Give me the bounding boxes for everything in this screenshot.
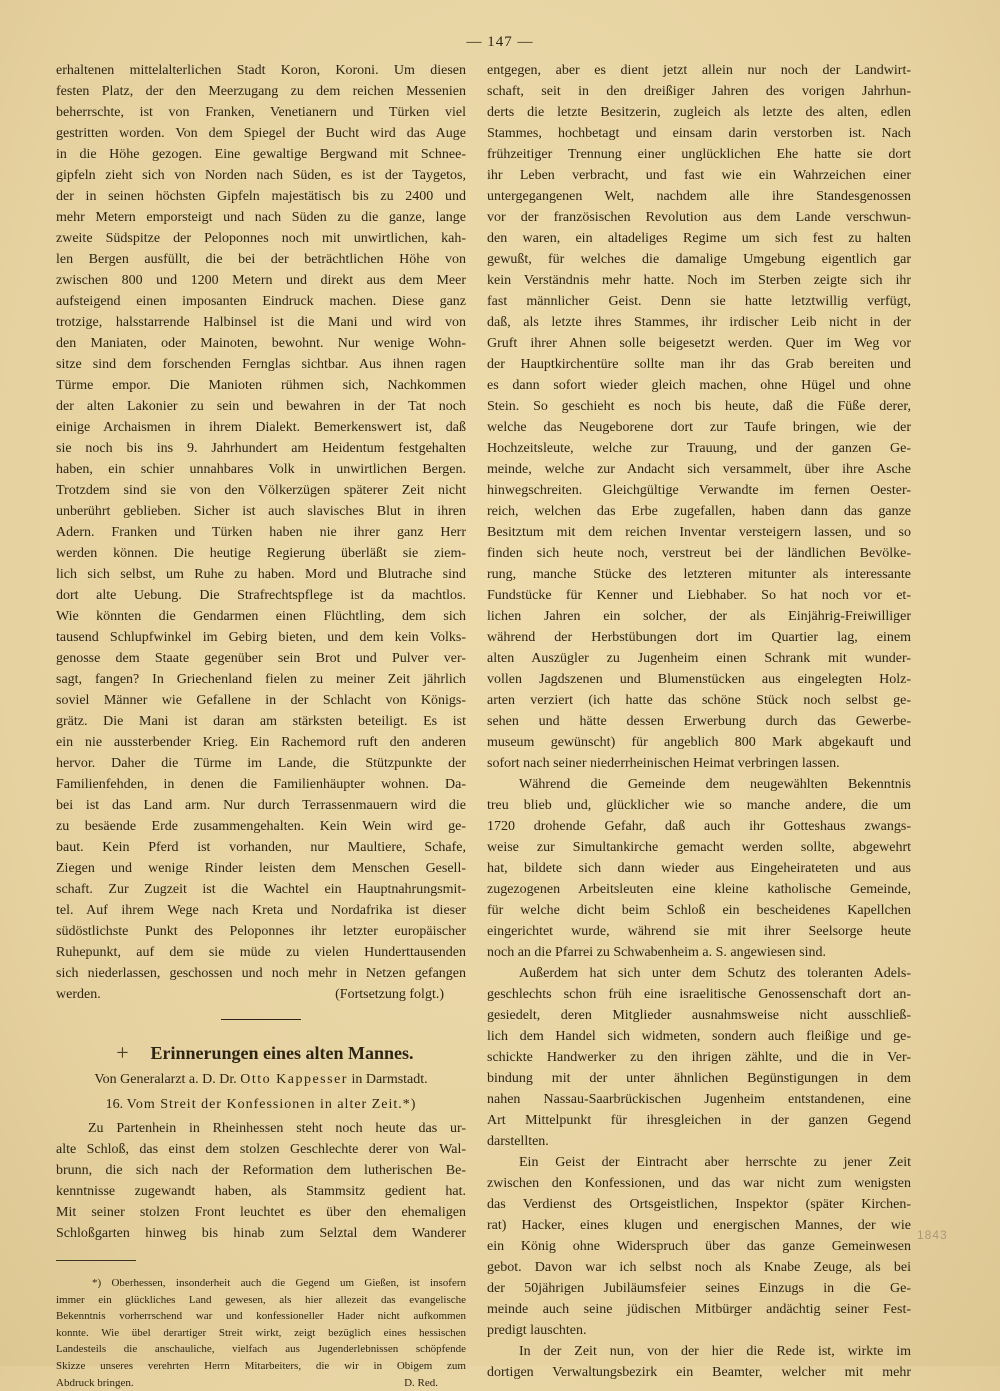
paragraph-line: sofort nach seiner niederrheinischen Heimat verbringen lassen. bbox=[487, 756, 840, 771]
byline-suffix: in Darmstadt. bbox=[351, 1072, 428, 1087]
byline-author: Otto Kappesser bbox=[240, 1072, 348, 1087]
text-line: Türme empor. Die Manioten rühmen sich, Nachkommen bbox=[56, 378, 466, 393]
footnote bbox=[56, 1275, 466, 1391]
paragraph-line: untergegangenen Welt, nachdem alle ihre Standesgenossen bbox=[487, 189, 911, 204]
footnote-last-text: Abdruck bringen. bbox=[56, 1376, 134, 1389]
text-line: lich sich selbst, um Ruhe zu haben. Mord und Blutrache sind bbox=[56, 567, 466, 582]
continued-article-last-line bbox=[56, 984, 466, 1005]
text-line: sich niederlassen, geschossen und noch mehr in Netzen gefangen bbox=[56, 966, 466, 981]
paragraph-line: Art Mittelpunkt für ihresgleichen in der ganzen Gegend bbox=[487, 1113, 911, 1128]
footnote-lines bbox=[56, 1275, 466, 1375]
section-number: 16. bbox=[105, 1097, 124, 1112]
final-line-text: werden. bbox=[56, 987, 101, 1002]
paragraph-line: der 50jährigen Jubiläumsfeier seines Einzugs in die Ge- bbox=[487, 1281, 911, 1296]
text-line: Wie könnten die Gendarmen einen Flüchtling, dem sich bbox=[56, 609, 466, 624]
paragraph-line: lichen Jahren ein solcher, der als Einjährig-Freiwilliger bbox=[487, 609, 911, 624]
paragraph-line: bindung mit der unter ähnlichen Begünstigungen in dem bbox=[487, 1071, 911, 1086]
paragraph-line: dortigen Verwaltungsbezirk ein Beamter, welcher mit mehr bbox=[487, 1365, 911, 1380]
text-line: Ruhepunkt, auf dem sie müde zu vielen Hunderttausenden bbox=[56, 945, 466, 960]
text-line: tausend Schlupfwinkel im Gebirg bieten, und dem kein Volks- bbox=[56, 630, 466, 645]
text-line: sagt, fangen? In Griechenland fielen zu meiner Zeit jährlich bbox=[56, 672, 466, 687]
paragraph-line: reich, welchen das Erbe zugefallen, haben dann das ganze bbox=[487, 504, 911, 519]
paragraph-line: ihr Leben verbracht, und fast wie ein Wahrzeichen einer bbox=[487, 168, 911, 183]
paragraph-line: schickte Handwerker zu den ihrigen zählte, und die in Ver- bbox=[487, 1050, 911, 1065]
paragraph-line: alten Auszügler zu Jugenheim einen Schrank mit wunder- bbox=[487, 651, 911, 666]
paragraph-line: Während die Gemeinde dem neugewählten Bekenntnis bbox=[519, 777, 911, 792]
text-line: werden können. Die heutige Regierung überläßt sie ziem- bbox=[56, 546, 466, 561]
footnote-rule bbox=[56, 1260, 136, 1261]
text-line: zu besäende Erde zusammengehalten. Kein Wein wird ge- bbox=[56, 819, 466, 834]
paragraph-line: noch an die Pfarrei zu Schwabenheim a. S. angewiesen sind. bbox=[487, 945, 827, 960]
continuation-note: (Fortsetzung folgt.) bbox=[335, 987, 444, 1002]
text-line: den Maniaten, oder Mainoten, bewohnt. Nur wenige Wohn- bbox=[56, 336, 466, 351]
paragraph-line: rat) Hacker, eines klugen und energischen Mannes, der wie bbox=[487, 1218, 911, 1233]
paragraph-line: für welche dicht beim Schloß ein bescheidenes Kapellchen bbox=[487, 903, 911, 918]
paragraph-line: arten verziert (ich hatte das schöne Stück noch selbst ge- bbox=[487, 693, 911, 708]
text-line: Adern. Franken und Türken haben nie ihrer ganz Herr bbox=[56, 525, 466, 540]
footnote-line: immer ein glückliches Land gewesen, als hier allezeit das evangelische bbox=[56, 1293, 466, 1306]
paragraph-line: predigt lauschten. bbox=[487, 1323, 587, 1338]
text-line: erhaltenen mittelalterlichen Stadt Koron, Koroni. Um diesen bbox=[56, 63, 466, 78]
paragraph bbox=[487, 60, 911, 774]
paragraph-line: eingerichtet wurde, während sie mit ihrer Seelsorge heute bbox=[487, 924, 911, 939]
paragraph-line: Stammes, hochbetagt und einsam darin verstorben ist. Nach bbox=[487, 126, 911, 141]
footnote-line: *) Oberhessen, insonderheit auch die Gegend um Gießen, ist insofern bbox=[92, 1277, 466, 1289]
paragraph-line: Besitztum mit dem reichen Inventar versteigern lassen, und so bbox=[487, 525, 911, 540]
text-line: dort alte Uebung. Die Strafrechtspflege ist da machtlos. bbox=[56, 588, 466, 603]
text-line: hervor. Daher die Türme im Lande, die Stützpunkte der bbox=[56, 756, 466, 771]
paragraph-line: rung, manche Stücke des letzteren mitunter als interessante bbox=[487, 567, 911, 582]
article-body bbox=[56, 1118, 466, 1244]
left-column bbox=[56, 60, 466, 1391]
article-body-line: alte Schloß, das einst dem stolzen Geschlechte derer von Wal- bbox=[56, 1142, 466, 1157]
paragraph-line: gebot. Davon war ich selbst noch als Knabe Zeuge, als bei bbox=[487, 1260, 911, 1275]
paragraph-line: frühzeitiger Trennung einer unglücklichen Ehe hatte sie dort bbox=[487, 147, 911, 162]
paragraph-line: treu blieb und, glücklicher wie so manche andere, die um bbox=[487, 798, 911, 813]
paragraph-line: Hochzeitsleute, welche zur Trauung, und der ganzen Ge- bbox=[487, 441, 911, 456]
paragraph-line: fast männlicher Geist. Denn sie hatte letztwillig verfügt, bbox=[487, 294, 911, 309]
paragraph-line: hinwegschreiten. Gleichgültige Verwandte im fernen Oester- bbox=[487, 483, 911, 498]
paragraph-line: In der Zeit nun, von der hier die Rede ist, wirkte im bbox=[519, 1344, 911, 1359]
text-line: gipfeln zieht sich von Norden nach Süden, es ist der Taygetos, bbox=[56, 168, 466, 183]
paragraph-line: gesiedelt, deren Mitglieder ausnahmsweise nicht ausschließ- bbox=[487, 1008, 911, 1023]
article-body-line: kenntnisse zugewandt haben, als Stammsitz gedient hat. bbox=[56, 1184, 466, 1199]
text-line: mehr Metern emporsteigt und nach Süden zu die ganze, lange bbox=[56, 210, 466, 225]
paragraph-line: welche das Neugeborene dort zur Taufe bringen, wie der bbox=[487, 420, 911, 435]
footnote-signature: D. Red. bbox=[404, 1376, 438, 1389]
paragraph-line: 1720 drohende Gefahr, daß auch ihr Gotteshaus zwangs- bbox=[487, 819, 911, 834]
paragraph-line: meinde auch seine jüdischen Mitbürger andächtig seiner Fest- bbox=[487, 1302, 911, 1317]
article-divider bbox=[221, 1019, 301, 1020]
paragraph-line: weise zur Simultankirche gemacht werden sollte, abgewehrt bbox=[487, 840, 911, 855]
text-line: grätz. Die Mani ist daran am stärksten beteiligt. Es ist bbox=[56, 714, 466, 729]
article-byline bbox=[56, 1068, 466, 1092]
text-line: sie noch bis ins 9. Jahrhundert am Heidentum festgehalten bbox=[56, 441, 466, 456]
text-line: baut. Kein Pferd ist vorhanden, nur Maultiere, Schafe, bbox=[56, 840, 466, 855]
text-line: tel. Auf ihrem Wege nach Kreta und Nordafrika ist dieser bbox=[56, 903, 466, 918]
text-line: Familienfehden, in denen die Familienhäupter wohnen. Da- bbox=[56, 777, 466, 792]
footnote-line: Landesteils die anschauliche, vielfach aus Jugenderlebnissen schöpfende bbox=[56, 1343, 466, 1356]
right-column-paragraphs bbox=[487, 60, 911, 1383]
paragraph-line: vor der französischen Revolution aus dem Lande verschwun- bbox=[487, 210, 911, 225]
paragraph-line: Fundstücke für Kenner und Liebhaber. So hat noch vor et- bbox=[487, 588, 911, 603]
text-line: einige Archaismen in ihrem Dialekt. Bemerkenswert ist, daß bbox=[56, 420, 466, 435]
paragraph-line: das Verdienst des Ortsgeistlichen, Inspektor (später Kirchen- bbox=[487, 1197, 911, 1212]
paragraph-line: zugezogenen Arbeitsleuten eine kleine katholische Gemeinde, bbox=[487, 882, 911, 897]
text-line: sitze sind dem forschenden Fernglas sichtbar. Aus ihnen ragen bbox=[56, 357, 466, 372]
paragraph-line: derts die letzte Besitzerin, zugleich als letzte des alten, edlen bbox=[487, 105, 911, 120]
handwritten-cross-mark: + bbox=[116, 1040, 129, 1065]
paragraph-line: ein König ohne Widerspruch über das ganze Gemeinwesen bbox=[487, 1239, 911, 1254]
text-line: schaft. Zur Zugzeit ist die Wachtel ein Hauptnahrungsmit- bbox=[56, 882, 466, 897]
paragraph-line: meinde, welche zur Andacht sich versammelt, über ihre Asche bbox=[487, 462, 911, 477]
paragraph-line: während der Herbstübungen dort im Quartier lag, einem bbox=[487, 630, 911, 645]
paragraph bbox=[487, 963, 911, 1152]
paragraph-line: schaft, seit in den dreißiger Jahren des vorigen Jahrhun- bbox=[487, 84, 911, 99]
continued-article-text bbox=[56, 60, 466, 984]
paragraph-line: der Hauptkirchentüre sollte man ihr das Grab bereiten und bbox=[487, 357, 911, 372]
paragraph-line: zwischen den Konfessionen, und das war nicht zum wenigsten bbox=[487, 1176, 911, 1191]
text-line: haben, ein schier unnahbares Volk in unwirtlichen Bergen. bbox=[56, 462, 466, 477]
text-line: bei ist das Land arm. Nur durch Terrassenmauern wird die bbox=[56, 798, 466, 813]
text-line: aufsteigend einen imposanten Eindruck machen. Diese ganz bbox=[56, 294, 466, 309]
text-line: unberührt geblieben. Sicher ist auch slavisches Blut in ihren bbox=[56, 504, 466, 519]
footnote-line: Skizze unseres verehrten Herrn Mitarbeiters, die wir in Obigem zum bbox=[56, 1359, 466, 1372]
paragraph-line: lich dem Handel sich widmeten, sondern auch fleißige und ge- bbox=[487, 1029, 911, 1044]
text-line: gestritten worden. Von dem Spiegel der Bucht wird das Auge bbox=[56, 126, 466, 141]
article-body-line: Mit seiner stolzen Front leuchtet es über den ehemaligen bbox=[56, 1205, 466, 1220]
article-body-line: brunn, die sich nach der Reformation dem lutherischen Be- bbox=[56, 1163, 466, 1178]
paragraph-line: museum gewünscht) für angeblich 800 Mark abgekauft und bbox=[487, 735, 911, 750]
text-line: Ziegen und wenige Rinder leisten dem Menschen Gesell- bbox=[56, 861, 466, 876]
paragraph bbox=[487, 1152, 911, 1341]
right-column bbox=[487, 60, 911, 1383]
paragraph-line: nahen Nassau-Saarbrückischen Jugenheim entstandenen, eine bbox=[487, 1092, 911, 1107]
text-line: ein nie aussterbender Krieg. Ein Rachemord ruft den anderen bbox=[56, 735, 466, 750]
text-line: südöstlichste Punkt des Peloponnes ihr letzter europäischer bbox=[56, 924, 466, 939]
article-body-line: Zu Partenhein in Rheinhessen steht noch heute das ur- bbox=[88, 1121, 466, 1136]
article-title-text: Erinnerungen eines alten Mannes. bbox=[150, 1043, 414, 1063]
text-line: festen Platz, der den Meerzugang zu dem reichen Messenien bbox=[56, 84, 466, 99]
text-line: genosse dem Staate gegenüber sein Brot und Pulver ver- bbox=[56, 651, 466, 666]
text-line: der in seinen höchsten Gipfeln majestätisch bis zu 2400 und bbox=[56, 189, 466, 204]
paragraph-line: finden sich heute noch, verstreut bei der ländlichen Bevölke- bbox=[487, 546, 911, 561]
paragraph-line: vollen Jagdszenen und Blumenstücken aus eingelegten Holz- bbox=[487, 672, 911, 687]
paragraph bbox=[487, 1341, 911, 1383]
section-title: Vom Streit der Konfessionen in alter Zeit.*) bbox=[126, 1097, 417, 1112]
paragraph-line: Außerdem hat sich unter dem Schutz des toleranten Adels- bbox=[519, 966, 911, 981]
paragraph-line: Gruft ihrer Ahnen solle beigesetzt werden. Quer im Weg vor bbox=[487, 336, 911, 351]
handwritten-marginal-note: 1843 bbox=[917, 1228, 948, 1242]
article-body-line: Schloßgarten hinweg bis hinab zum Selztal dem Wanderer bbox=[56, 1226, 466, 1241]
text-line: zwischen 800 und 1200 Metern und direkt aus dem Meer bbox=[56, 273, 466, 288]
paragraph-line: geschlechts schon früh eine israelitische Genossenschaft dort an- bbox=[487, 987, 911, 1002]
paragraph-line: es dann sofort wieder gleich machen, ohne Hügel und ohne bbox=[487, 378, 911, 393]
footnote-line: konnte. Wie übel derartiger Streit wirkt, zeigt bezüglich eines hessischen bbox=[56, 1326, 466, 1339]
byline-prefix: Von Generalarzt a. D. Dr. bbox=[94, 1072, 237, 1087]
paragraph-line: kein Verständnis mehr hatte. Noch im Sterben zeigte sich ihr bbox=[487, 273, 911, 288]
text-line: beherrschte, ist von Franken, Venetianern und Türken viel bbox=[56, 105, 466, 120]
page-number: — 147 — bbox=[466, 34, 534, 50]
paragraph-line: den waren, ein altadeliges Regime um sich fest zu halten bbox=[487, 231, 911, 246]
text-line: der alten Lakonier zu sein und bewahren in der Tat noch bbox=[56, 399, 466, 414]
paragraph-line: Stein. So geschieht es noch bis heute, daß die Füße derer, bbox=[487, 399, 911, 414]
text-line: Trotzdem sind sie von den Völkerzügen späterer Zeit nicht bbox=[56, 483, 466, 498]
text-line: trotzige, halsstarrende Halbinsel ist die Mani und wird von bbox=[56, 315, 466, 330]
text-line: soviel Männer wie Gefallene in der Schlacht von Königs- bbox=[56, 693, 466, 708]
paragraph-line: hat, bildete sich dann wieder aus Eingeheirateten und aus bbox=[487, 861, 911, 876]
paragraph-line: Ein Geist der Eintracht aber herrschte zu jener Zeit bbox=[519, 1155, 911, 1170]
paragraph-line: sehen und hätte dessen Erwerbung durch das Gewerbe- bbox=[487, 714, 911, 729]
section-heading bbox=[56, 1092, 466, 1118]
footnote-last-line bbox=[56, 1375, 466, 1391]
paragraph-line: daß, als letzte ihres Stammes, ihr irdischer Leib nicht in der bbox=[487, 315, 911, 330]
text-line: len Bergen ausfüllt, die bei der beträchtlichen Höhe von bbox=[56, 252, 466, 267]
paragraph bbox=[487, 774, 911, 963]
text-line: zweite Südspitze der Peloponnes noch mit unwirtlichen, kah- bbox=[56, 231, 466, 246]
paragraph-line: entgegen, aber es dient jetzt allein nur noch der Landwirt- bbox=[487, 63, 911, 78]
text-line: in die Höhe gezogen. Eine gewaltige Bergwand mit Schnee- bbox=[56, 147, 466, 162]
paragraph-line: gewußt, für welches die damalige Umgebung eigentlich gar bbox=[487, 252, 911, 267]
footnote-line: Bekenntnis vorherrschend war und konfessioneller Hader nicht aufkommen bbox=[56, 1310, 466, 1323]
paragraph-line: darstellten. bbox=[487, 1134, 549, 1149]
article-title bbox=[56, 1040, 466, 1066]
